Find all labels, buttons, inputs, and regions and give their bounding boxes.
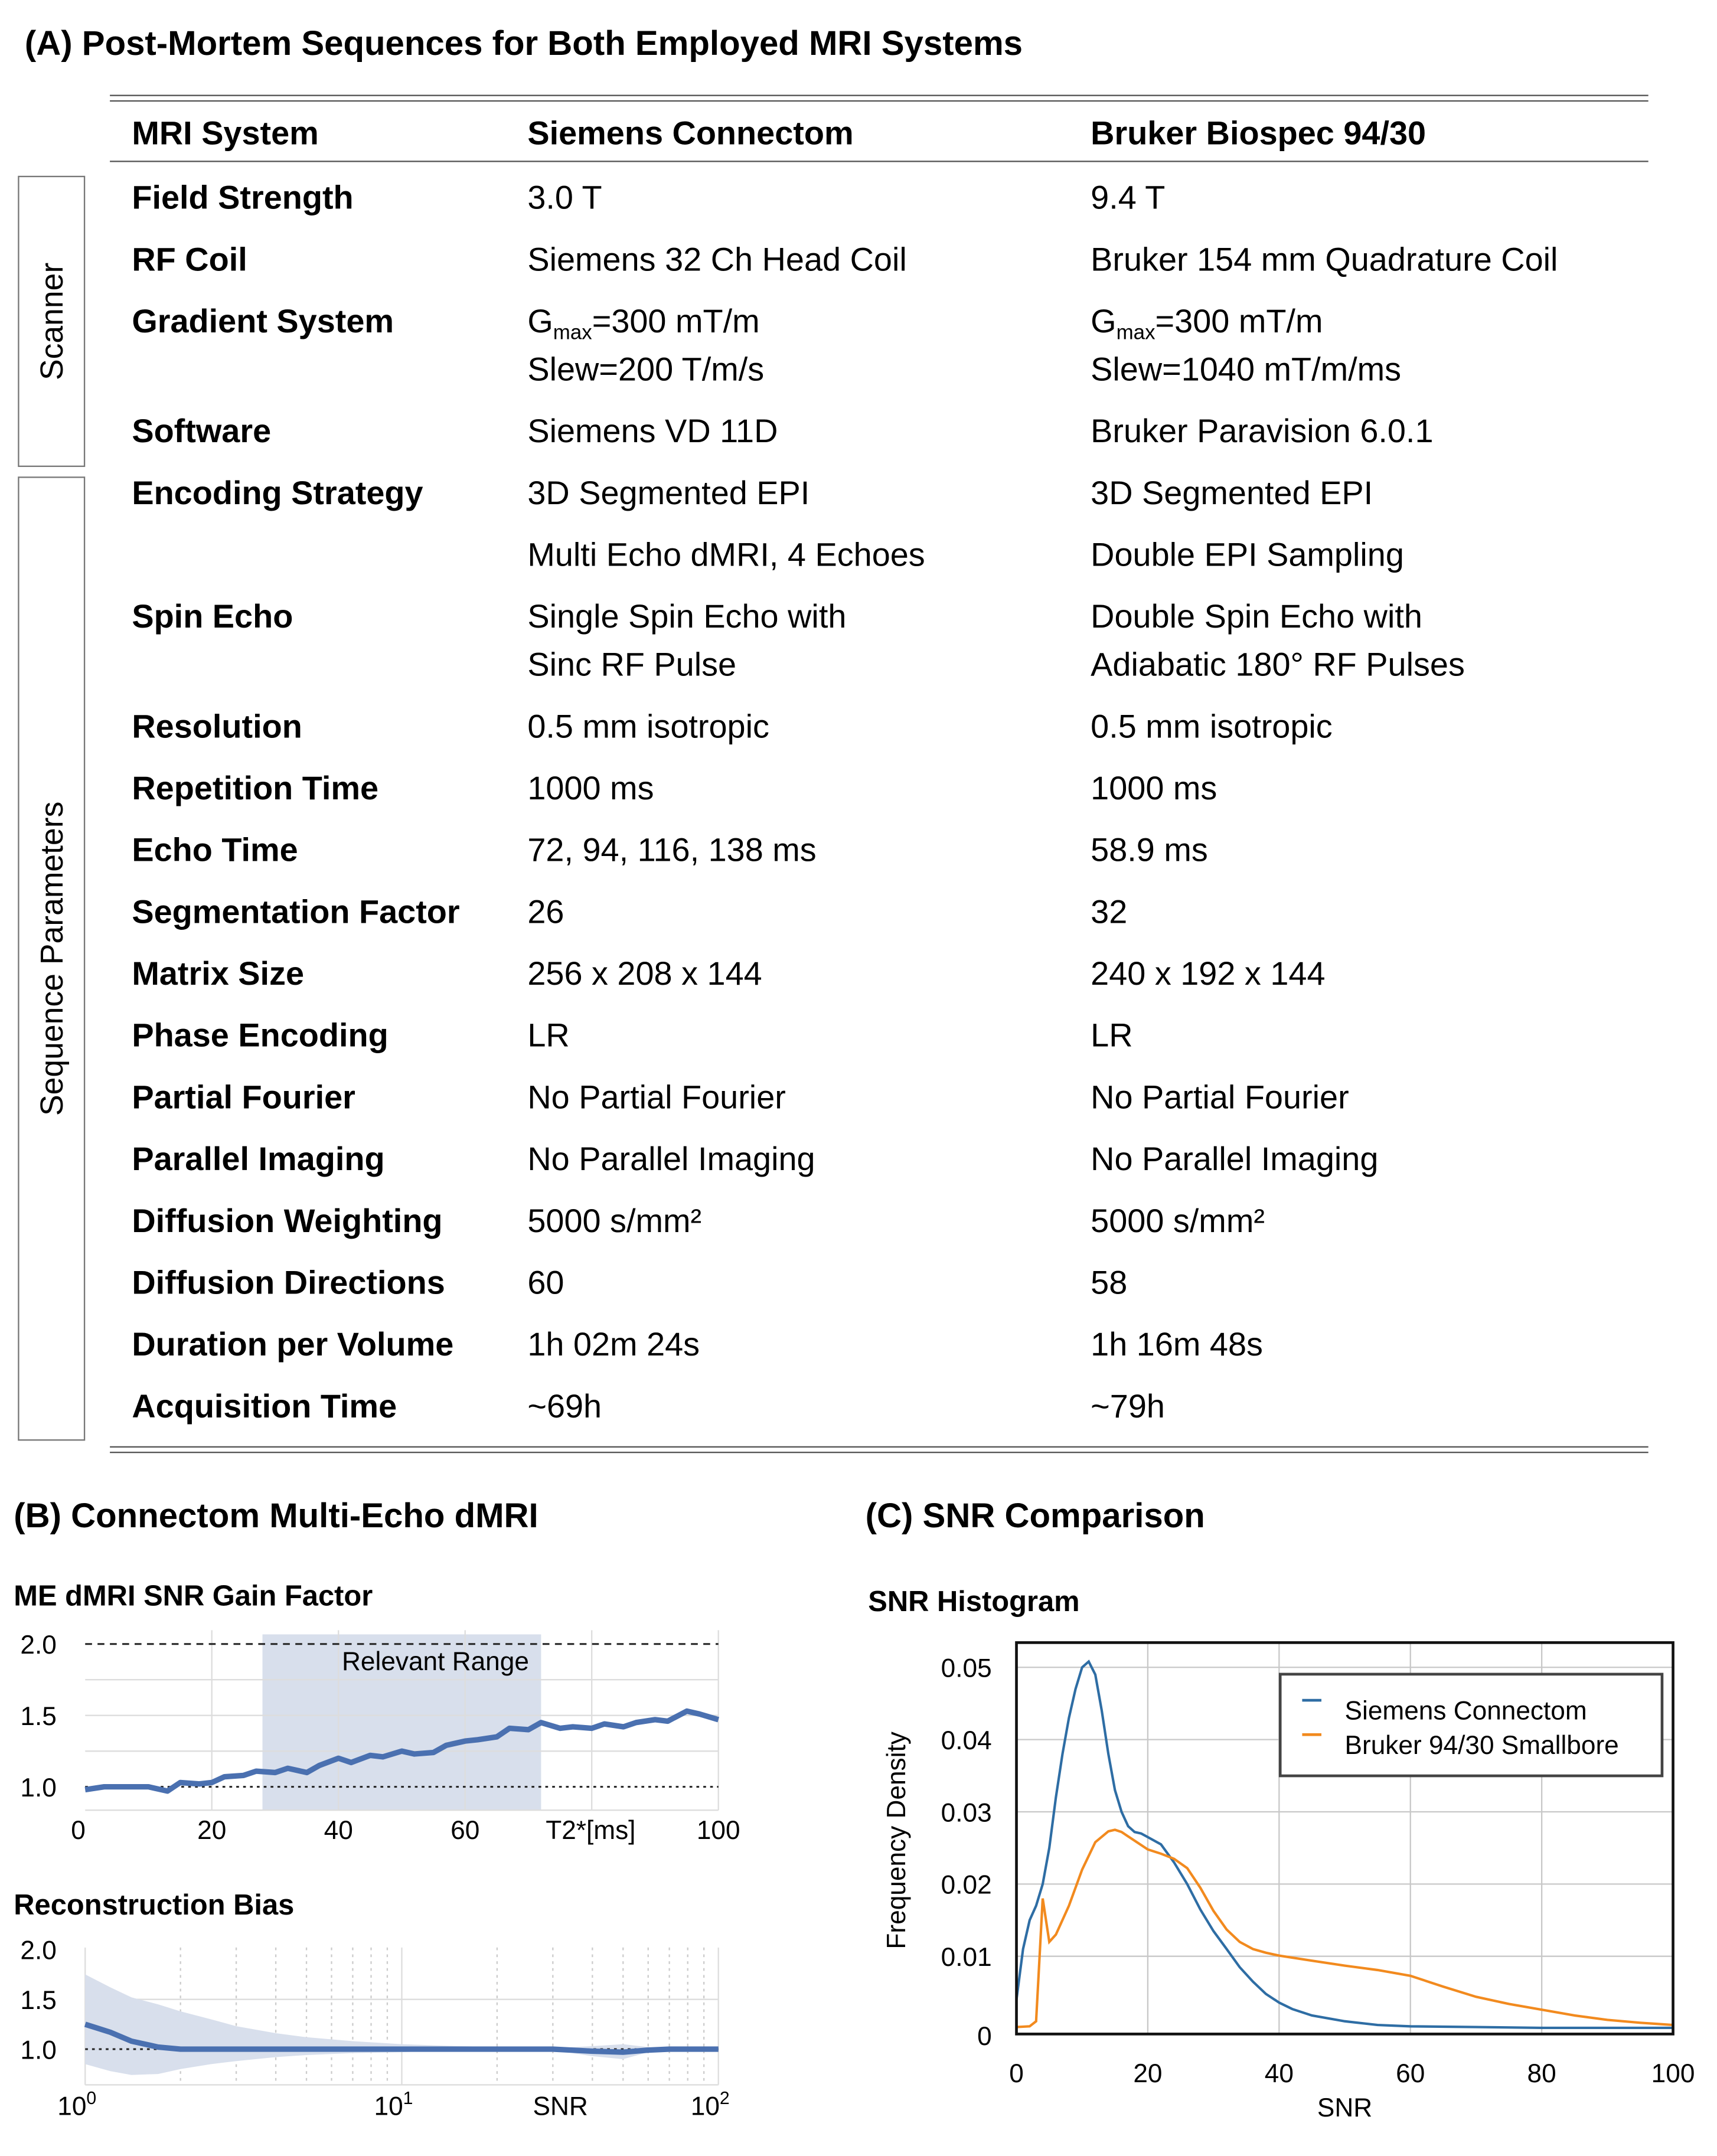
y-tick-label: 1.0: [20, 2036, 57, 2065]
bias-chart-title: Reconstruction Bias: [14, 1890, 295, 1922]
row-label: Partial Fourier: [132, 1079, 355, 1117]
value-line: 3D Segmented EPI: [527, 475, 810, 512]
table-header-siemens: Siemens Connectom: [527, 115, 854, 153]
value-line: No Partial Fourier: [527, 1079, 786, 1117]
value-line: 26: [527, 894, 564, 932]
x-tick-label: 0: [71, 1816, 86, 1845]
row-label: Duration per Volume: [132, 1327, 454, 1364]
row-label: Parallel Imaging: [132, 1141, 385, 1179]
value-line: 9.4 T: [1091, 179, 1166, 217]
y-tick-label: 0.01: [941, 1943, 992, 1972]
value-line: Single Spin Echo with: [527, 599, 847, 636]
histogram-title: SNR Histogram: [868, 1586, 1080, 1618]
x-tick-label: 20: [1133, 2059, 1163, 2088]
value-line: No Partial Fourier: [1091, 1079, 1349, 1117]
value-line: 1h 02m 24s: [527, 1327, 700, 1364]
value-line: Siemens 32 Ch Head Coil: [527, 241, 907, 279]
tick-base: 10: [57, 2092, 87, 2121]
value-line: 5000 s/mm²: [527, 1203, 702, 1240]
y-tick-label: 0.05: [941, 1654, 992, 1683]
value-part-rest: =300 mT/m: [1155, 303, 1323, 341]
y-tick-label: 2.0: [20, 1936, 57, 1965]
y-tick-label: 0: [977, 2022, 992, 2052]
value-line: Bruker Paravision 6.0.1: [1091, 413, 1434, 451]
x-tick-label: 20: [197, 1816, 227, 1845]
value-line: Double Spin Echo with: [1091, 599, 1422, 636]
y-tick-label: 2.0: [20, 1630, 57, 1660]
row-label: Diffusion Weighting: [132, 1203, 443, 1240]
value-part-rest: =300 mT/m: [592, 303, 760, 341]
panel-b-title: (B) Connectom Multi-Echo dMRI: [14, 1497, 538, 1536]
row-label: Diffusion Directions: [132, 1265, 445, 1302]
y-tick-label: 0.03: [941, 1798, 992, 1828]
row-label: Repetition Time: [132, 770, 379, 808]
value-line: 58: [1091, 1265, 1128, 1302]
y-tick-label: 0.02: [941, 1870, 992, 1900]
gain-chart-title: ME dMRI SNR Gain Factor: [14, 1580, 373, 1613]
value-line: 0.5 mm isotropic: [527, 708, 769, 746]
row-label: Encoding Strategy: [132, 475, 423, 512]
group-label: Scanner: [32, 262, 69, 381]
value-line: Adiabatic 180° RF Pulses: [1091, 646, 1465, 684]
row-label: Spin Echo: [132, 599, 293, 636]
value-line: 3.0 T: [527, 179, 602, 217]
value-line: 72, 94, 116, 138 ms: [527, 832, 817, 870]
value-line: Double EPI Sampling: [1091, 537, 1404, 574]
x-tick-label: 60: [1396, 2059, 1425, 2088]
legend-label: Bruker 94/30 Smallbore: [1344, 1730, 1619, 1760]
x-tick-label: [374, 2089, 413, 2121]
row-label: Resolution: [132, 708, 302, 746]
x-tick-label: 40: [1264, 2059, 1294, 2088]
value-line: 256 x 208 x 144: [527, 956, 762, 993]
value-line: 32: [1091, 894, 1128, 932]
value-line: Siemens VD 11D: [527, 413, 778, 451]
x-tick-label: 0: [1009, 2059, 1024, 2088]
value-line: 1000 ms: [527, 770, 654, 808]
panel-a-title: (A) Post-Mortem Sequences for Both Employed MRI Systems: [24, 24, 1023, 64]
value-line: 240 x 192 x 144: [1091, 956, 1326, 993]
value-line: ~79h: [1091, 1388, 1165, 1426]
value-line: Sinc RF Pulse: [527, 646, 737, 684]
relevant-range-label: Relevant Range: [342, 1647, 529, 1676]
x-tick-label: [691, 2089, 730, 2121]
y-axis-label: Frequency Density: [882, 1732, 912, 1949]
value-line: 0.5 mm isotropic: [1091, 708, 1333, 746]
value-line: LR: [527, 1017, 570, 1055]
value-part-sub: max: [553, 321, 592, 345]
row-label: Echo Time: [132, 832, 298, 870]
value-line: 1h 16m 48s: [1091, 1327, 1263, 1364]
row-label: Gradient System: [132, 303, 394, 341]
value-line: Slew=1040 mT/m/ms: [1091, 351, 1402, 389]
table-header-label: MRI System: [132, 115, 319, 153]
row-label: RF Coil: [132, 241, 247, 279]
value-part-main: G: [1091, 303, 1117, 341]
tick-exponent: 0: [86, 2089, 97, 2109]
row-label: Software: [132, 413, 272, 451]
y-tick-label: 1.5: [20, 1701, 57, 1731]
tick-exponent: 2: [719, 2089, 730, 2109]
value-part-main: G: [527, 303, 553, 341]
x-tick-label: [57, 2089, 96, 2121]
value-line: 58.9 ms: [1091, 832, 1208, 870]
value-line: No Parallel Imaging: [527, 1141, 815, 1179]
value-line: LR: [1091, 1017, 1133, 1055]
tick-base: 10: [690, 2092, 720, 2121]
group-label: Sequence Parameters: [32, 801, 69, 1116]
value-line: ~69h: [527, 1388, 602, 1426]
y-tick-label: 1.5: [20, 1985, 57, 2015]
value-part-sub: max: [1116, 321, 1155, 345]
x-tick-label: 100: [696, 1816, 740, 1845]
value-line: Slew=200 T/m/s: [527, 351, 765, 389]
value-line: 1000 ms: [1091, 770, 1217, 808]
value-line: 3D Segmented EPI: [1091, 475, 1373, 512]
row-label: Matrix Size: [132, 956, 305, 993]
value-line: No Parallel Imaging: [1091, 1141, 1379, 1179]
table-header-bruker: Bruker Biospec 94/30: [1091, 115, 1427, 153]
x-axis-label: SNR: [1317, 2093, 1373, 2122]
y-tick-label: 1.0: [20, 1773, 57, 1802]
value-line: 60: [527, 1265, 564, 1302]
x-axis-label: T2*[ms]: [546, 1816, 636, 1845]
y-tick-label: 0.04: [941, 1726, 992, 1755]
x-tick-label: 100: [1651, 2059, 1695, 2088]
value-line: 5000 s/mm²: [1091, 1203, 1265, 1240]
panel-c-title: (C) SNR Comparison: [865, 1497, 1205, 1536]
row-label: Field Strength: [132, 179, 354, 217]
row-label: Acquisition Time: [132, 1388, 397, 1426]
tick-base: 10: [374, 2092, 403, 2121]
value-line: Bruker 154 mm Quadrature Coil: [1091, 241, 1558, 279]
x-tick-label: 60: [451, 1816, 480, 1845]
value-line: Multi Echo dMRI, 4 Echoes: [527, 537, 925, 574]
row-label: Phase Encoding: [132, 1017, 389, 1055]
x-tick-label: 40: [324, 1816, 353, 1845]
histogram-series-bruker: [1017, 1830, 1673, 2027]
x-axis-label: SNR: [533, 2092, 588, 2121]
row-label: Segmentation Factor: [132, 894, 460, 932]
legend-label: Siemens Connectom: [1344, 1696, 1587, 1726]
x-tick-label: 80: [1527, 2059, 1556, 2088]
tick-exponent: 1: [403, 2089, 413, 2109]
